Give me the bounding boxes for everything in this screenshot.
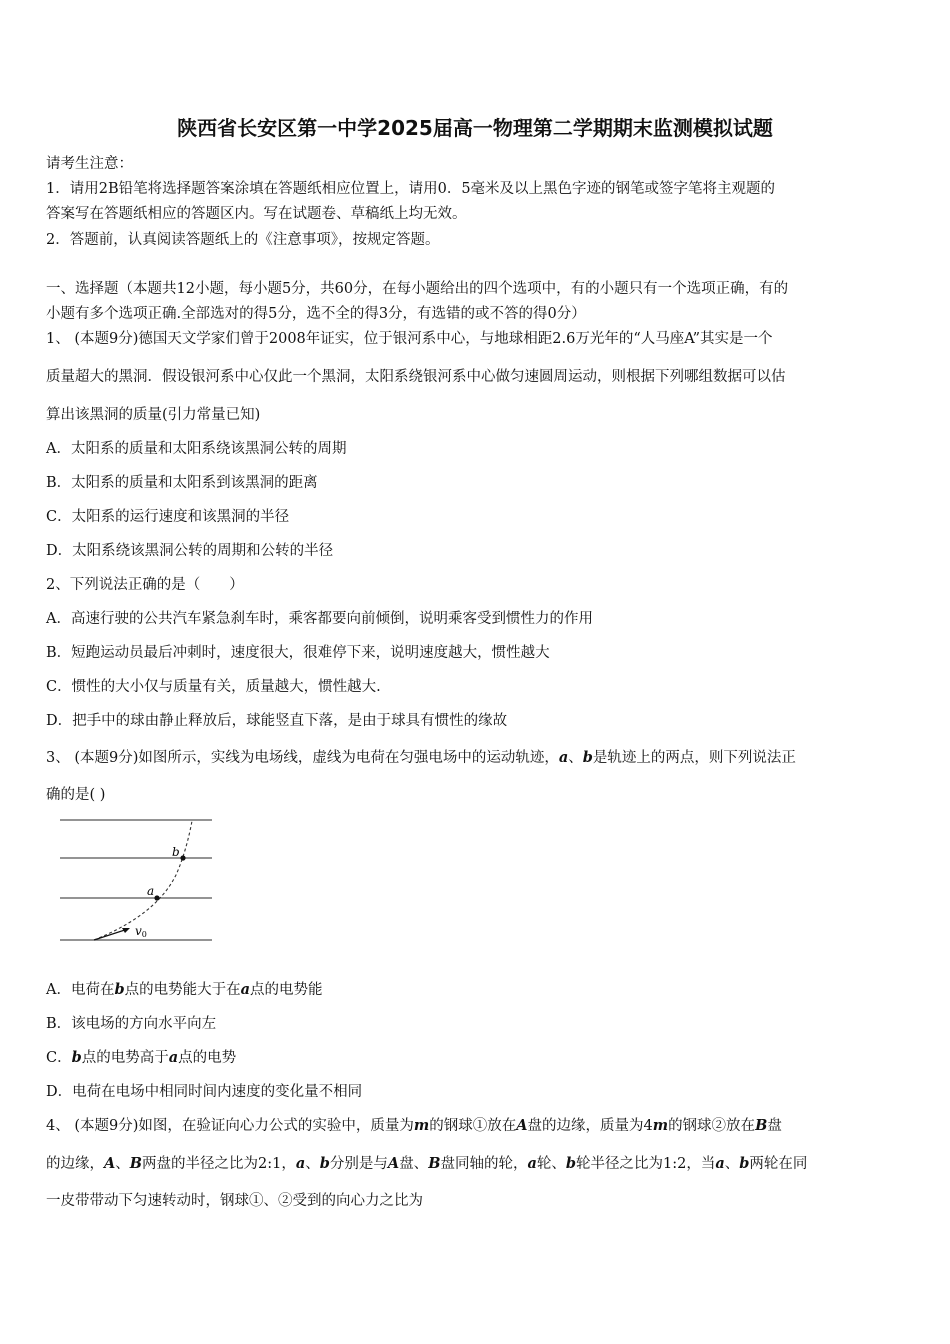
page-title: 陕西省长安区第一中学2025届高一物理第二学期期末监测模拟试题 [177, 116, 773, 140]
q3-option-d: D．电荷在电场中相同时间内速度的变化量不相同 [46, 1084, 363, 1100]
q3-stem-2: 确的是( ) [46, 787, 106, 803]
q2-option-b: B．短跑运动员最后冲刺时，速度很大，很难停下来，说明速度越大，惯性越大 [46, 645, 550, 661]
point-a-label: a [147, 884, 155, 898]
q1-stem-2: 质量超大的黑洞．假设银河系中心仅此一个黑洞，太阳系绕银河系中心做匀速圆周运动，则根据下列哪组数据可以估 [46, 369, 786, 385]
q1-option-c: C．太阳系的运行速度和该黑洞的半径 [46, 509, 290, 525]
q3-field-figure [56, 815, 216, 947]
q1-option-a: A．太阳系的质量和太阳系绕该黑洞公转的周期 [46, 441, 347, 457]
q3-option-b: B．该电场的方向水平向左 [46, 1016, 217, 1032]
q1-stem-1: 1、 (本题9分)德国天文学家们曾于2008年证实，位于银河系中心，与地球相距2.6万光年的“人马座A”其实是一个 [46, 331, 773, 347]
notice-line-3: 2．答题前，认真阅读答题纸上的《注意事项》，按规定答题。 [46, 232, 440, 248]
point-a-dot [154, 895, 159, 900]
point-b-label: b [172, 845, 180, 859]
notice-line-2: 答案写在答题纸相应的答题区内。写在试题卷、草稿纸上均无效。 [46, 206, 467, 222]
point-b-dot [180, 855, 185, 860]
q4-stem-3: 一皮带带动下匀速转动时，钢球①、②受到的向心力之比为 [46, 1193, 423, 1209]
section-instructions-1: 一、选择题（本题共12小题，每小题5分，共60分，在每小题给出的四个选项中，有的小题只有一个选项正确，有的 [46, 281, 789, 297]
q4-stem-2: 的边缘，A、B两盘的半径之比为2:1，a、b分别是与A盘、B盘同轴的轮，a轮、b轮半径之比为1:2，当a、b两轮在同 [46, 1155, 808, 1172]
notice-line-1: 1．请用2B铅笔将选择题答案涂填在答题纸相应位置上，请用0．5毫米及以上黑色字迹的钢笔或签字笔将主观题的 [46, 181, 776, 197]
q1-option-b: B．太阳系的质量和太阳系到该黑洞的距离 [46, 475, 318, 491]
velocity-label: v0 [135, 924, 147, 939]
notice-heading: 请考生注意： [46, 156, 133, 172]
section-instructions-2: 小题有多个选项正确.全部选对的得5分，选不全的得3分，有选错的或不答的得0分） [46, 306, 586, 322]
q3-option-a: A．电荷在b点的电势能大于在a点的电势能 [46, 981, 323, 998]
q3-stem-1: 3、 (本题9分)如图所示，实线为电场线，虚线为电荷在匀强电场中的运动轨迹，a、b是轨迹上的两点，则下列说法正 [46, 749, 796, 766]
q4-stem-1: 4、 (本题9分)如图，在验证向心力公式的实验中，质量为m的钢球①放在A盘的边缘，质量为4m的钢球②放在B盘 [46, 1117, 782, 1134]
q1-option-d: D．太阳系绕该黑洞公转的周期和公转的半径 [46, 543, 334, 559]
q2-option-a: A．高速行驶的公共汽车紧急刹车时，乘客都要向前倾倒，说明乘客受到惯性力的作用 [46, 611, 593, 627]
q2-stem: 2、下列说法正确的是（ ） [46, 577, 244, 593]
q3-option-c: C．b点的电势高于a点的电势 [46, 1049, 237, 1066]
q2-option-c: C．惯性的大小仅与质量有关，质量越大，惯性越大. [46, 679, 381, 695]
q2-option-d: D．把手中的球由静止释放后，球能竖直下落，是由于球具有惯性的缘故 [46, 713, 508, 729]
q1-stem-3: 算出该黑洞的质量(引力常量已知) [46, 407, 261, 423]
trajectory-dashed [94, 821, 192, 940]
velocity-arrow [94, 929, 128, 940]
